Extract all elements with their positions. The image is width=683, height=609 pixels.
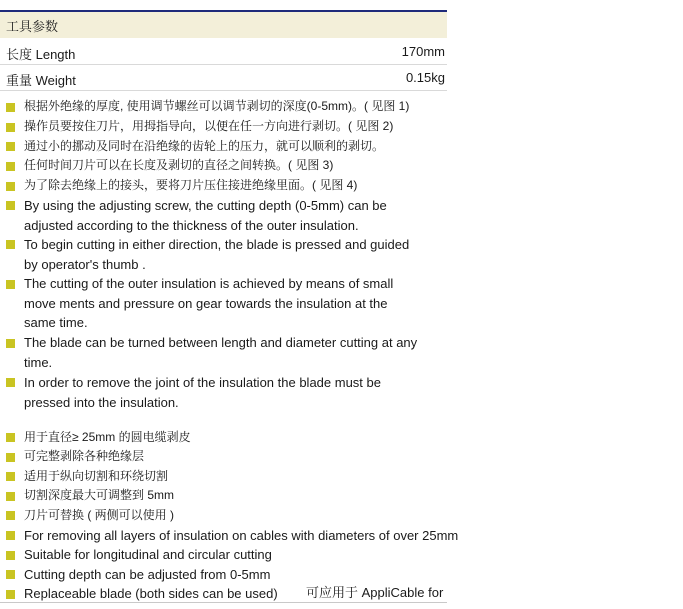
spec-label: 长度 Length [6,47,76,62]
instruction-item [24,137,384,157]
instruction-item [24,235,409,274]
spec-value: 0.15kg [405,70,445,85]
bullet-icon [6,201,15,210]
feature-item: Replaceable blade (both sides can be used) [24,586,278,601]
instruction-item [24,176,357,196]
bullet-icon [6,162,15,171]
instruction-line: The blade can be turned between length and diameter cutting at any [24,335,418,350]
spec-label: 重量 Weight [6,73,76,88]
bullet-icon [6,531,15,540]
instruction-item [24,117,393,137]
bullet-icon [6,551,15,560]
feature-item: Suitable for longitudinal and circular cutting [24,547,272,562]
instruction-line: time. [24,354,53,370]
bullet-icon [6,570,15,579]
feature-item: Cutting depth can be adjusted from 0-5mm [24,567,271,582]
bullet-icon [6,492,15,501]
instruction-line: 通过小的挪动及同时在沿绝缘的齿轮上的压力，就可以顺利的剥切。 [24,139,385,153]
bullet-icon [6,339,15,348]
bullet-icon [6,378,15,387]
instruction-item [24,333,417,372]
bullet-icon [6,103,15,112]
instruction-item [24,373,381,412]
bullet-icon [6,123,15,132]
instruction-line: By using the adjusting screw, the cutting depth (0-5mm) can be [24,198,387,213]
instruction-line: 为了除去绝缘上的接头，要将刀片压住接进绝缘里面。( 见图 4) [24,178,358,192]
feature-item: 适用于纵向切割和环绕切割 [24,469,169,483]
bullet-icon [6,453,15,462]
instruction-line: pressed into the insulation. [24,394,179,410]
instruction-line: same time. [24,315,88,331]
instruction-line: 根据外绝缘的厚度, 使用调节螺丝可以调节剥切的深度(0-5mm)。( 见图 1) [24,99,410,113]
feature-item: 切割深度最大可调整到 5mm [24,488,175,502]
instruction-line: In order to remove the joint of the insulation the blade must be [24,375,381,390]
bullet-icon [6,590,15,599]
instruction-item [24,274,393,333]
feature-item: 刀片可替换 ( 两侧可以使用 ) [24,508,174,522]
instruction-line: by operator's thumb . [24,256,146,272]
instruction-line: move ments and pressure on gear towards the insulation at the [24,295,388,311]
instruction-item [24,97,409,117]
bullet-icon [6,511,15,520]
instruction-line: adjusted according to the thickness of the outer insulation. [24,217,359,233]
instruction-item [24,156,333,176]
feature-item: 可完整剥除各种绝缘层 [24,449,145,463]
applies-to-label: 可应用于 AppliCable for [306,585,444,600]
bullet-icon [6,182,15,191]
instruction-line: 任何时间刀片可以在长度及剥切的直径之间转换。( 见图 3) [24,158,334,172]
spec-row-length [0,40,447,65]
instruction-line: The cutting of the outer insulation is achieved by means of small [24,276,394,291]
spec-value: 170mm [401,44,445,59]
instruction-line: 操作员要按住刀片，用拇指导向，以便在任一方向进行剥切。( 见图 2) [24,119,394,133]
spec-header-title: 工具参数 [6,19,59,34]
bullet-icon [6,280,15,289]
instruction-item [24,196,387,235]
divider [0,602,447,603]
spec-header-bar [0,10,447,38]
bullet-icon [6,240,15,249]
bullet-icon [6,472,15,481]
bullet-icon [6,142,15,151]
instruction-line: To begin cutting in either direction, the blade is pressed and guided [24,237,410,252]
feature-item: For removing all layers of insulation on cables with diameters of over 25mm [24,528,459,543]
spec-row-weight [0,66,447,91]
feature-item: 用于直径≥ 25mm 的圆电缆剥皮 [24,430,191,444]
bullet-icon [6,433,15,442]
